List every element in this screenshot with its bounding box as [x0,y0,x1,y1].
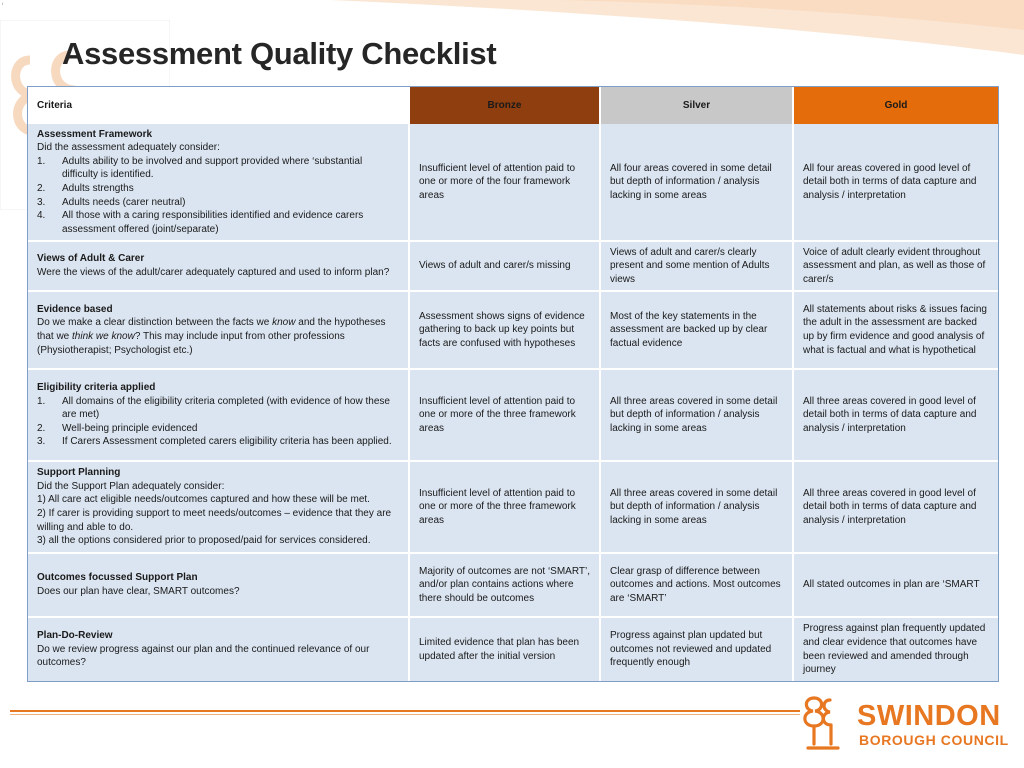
silver-cell: Progress against plan updated but outcomes not reviewed and updated frequently enough [601,618,794,681]
bronze-cell: Assessment shows signs of evidence gathering to back up key points but facts are confused with hypotheses [410,292,601,370]
silver-cell: Views of adult and carer/s clearly present and some mention of Adults views [601,242,794,292]
page-title: Assessment Quality Checklist [62,36,497,71]
table-row [28,292,998,370]
table-row [28,242,998,292]
silver-cell: All three areas covered in some detail but depth of information / analysis lacking in some areas [601,462,794,554]
list-item: 1. Adults ability to be involved and support provided where ‘substantial difficulty is identified. [37,155,363,181]
gold-cell: Progress against plan frequently updated and clear evidence that outcomes have been reviewed and amended through journey [794,618,998,681]
header-bronze: Bronze [410,87,601,124]
assessment-checklist-table [27,86,999,682]
criteria-intro: Do we make a clear distinction between the facts we know and the hypotheses that we think we know? This may include input from other professions (Physiotherapist; Psychologist etc.) [37,317,386,356]
gold-cell: All three areas covered in good level of detail both in terms of data capture and analysis / interpretation [794,370,998,462]
criteria-title: Assessment Framework [37,128,153,140]
list-item: 1. All domains of the eligibility criteria completed (with evidence of how these are met) [37,395,390,421]
footer-divider [10,710,800,712]
criteria-intro: Did the Support Plan adequately consider: [37,480,225,492]
criteria-intro: Were the views of the adult/carer adequately captured and used to inform plan? [37,267,390,278]
table-row [28,370,998,462]
gold-cell: All statements about risks & issues facing the adult in the assessment are backed up by firm evidence and good analysis of what is factual and what is hypothetical [794,292,998,370]
bronze-cell: Insufficient level of attention paid to one or more of the three framework areas [410,370,601,462]
criteria-intro: Do we review progress against our plan and the continued relevance of our outcomes? [37,643,370,669]
silver-cell: Most of the key statements in the assessment are backed up by clear factual evidence [601,292,794,370]
criteria-title: Support Planning [37,467,121,479]
table-header-row [28,87,998,124]
gold-cell: Voice of adult clearly evident throughout assessment and plan, as well as those of carer/s [794,242,998,292]
corner-mark: ⁱ [2,3,4,9]
table-row [28,124,998,242]
footer-divider-thin [10,714,800,715]
bronze-cell: Insufficient level of attention paid to one or more of the four framework areas [410,124,601,242]
bronze-cell: Insufficient level of attention paid to one or more of the three framework areas [410,462,601,554]
header-gold: Gold [794,87,998,124]
list-item: 4. All those with a caring responsibilities identified and evidence carers assessment offered (joint/separate) [37,210,364,235]
criteria-cell [28,618,410,681]
bronze-cell: Views of adult and carer/s missing [410,242,601,292]
criteria-cell [28,242,410,292]
criteria-intro: Did the assessment adequately consider: [37,142,220,154]
list-item: 2. Well-being principle evidenced [37,422,198,434]
criteria-title: Views of Adult & Carer [37,253,145,265]
gold-cell: All stated outcomes in plan are ‘SMART [794,554,998,618]
criteria-title: Eligibility criteria applied [37,382,156,394]
criteria-title: Outcomes focussed Support Plan [37,572,198,584]
criteria-cell [28,124,410,242]
criteria-cell [28,370,410,462]
silver-cell: All three areas covered in some detail but depth of information / analysis lacking in some areas [601,370,794,462]
criteria-title: Evidence based [37,303,113,315]
bronze-cell: Majority of outcomes are not ‘SMART’, and/or plan contains actions where there should be outcomes [410,554,601,618]
criteria-cell [28,554,410,618]
table-row [28,554,998,618]
gold-cell: All four areas covered in good level of detail both in terms of data capture and analysis / interpretation [794,124,998,242]
silver-cell: All four areas covered in some detail but depth of information / analysis lacking in some areas [601,124,794,242]
criteria-title: Plan-Do-Review [37,630,113,642]
gold-cell: All three areas covered in good level of detail both in terms of data capture and analysis / interpretation [794,462,998,554]
list-item: 3) all the options considered prior to proposed/paid for services considered. [37,535,371,547]
criteria-cell [28,292,410,370]
list-item: 2) If carer is providing support to meet needs/outcomes – evidence that they are willing and able to do. [37,508,392,533]
silver-cell: Clear grasp of difference between outcomes and actions. Most outcomes are ‘SMART’ [601,554,794,618]
header-silver: Silver [601,87,794,124]
header-criteria: Criteria [28,87,410,124]
table-row [28,462,998,554]
criteria-cell [28,462,410,554]
list-item: 2. Adults strengths [37,183,134,194]
list-item: 3. Adults needs (carer neutral) [37,196,186,208]
logo-subtitle: BOROUGH COUNCIL [859,732,1009,748]
criteria-intro: Does our plan have clear, SMART outcomes? [37,586,240,597]
logo-wordmark: SWINDON [857,700,1001,732]
list-item: 1) All care act eligible needs/outcomes captured and how these will be met. [37,494,370,506]
table-row [28,618,998,681]
list-item: 3. If Carers Assessment completed carers eligibility criteria has been applied. [37,436,392,448]
bronze-cell: Limited evidence that plan has been updated after the initial version [410,618,601,681]
